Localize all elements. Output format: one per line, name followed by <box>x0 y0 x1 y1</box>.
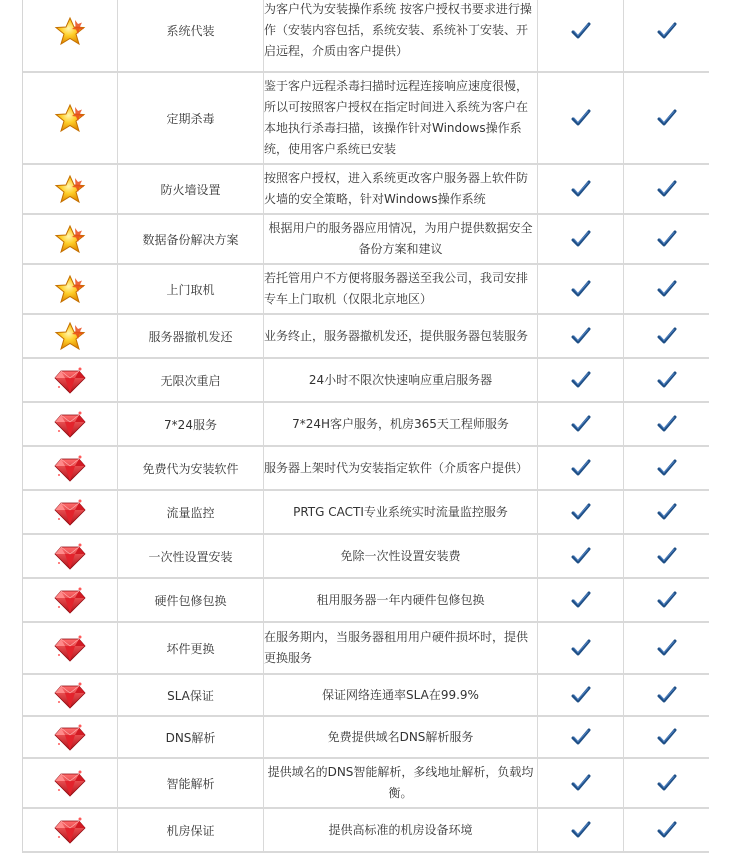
service-name-cell <box>118 579 264 623</box>
red-diamond-icon <box>53 365 87 395</box>
table-row <box>23 623 709 675</box>
plan-2-cell <box>624 535 709 579</box>
table-row <box>23 809 709 853</box>
plan-1-cell <box>538 165 624 215</box>
service-description-cell <box>264 535 538 579</box>
checkmark-icon <box>571 230 591 248</box>
service-description-cell <box>264 675 538 717</box>
plan-1-cell <box>538 675 624 717</box>
red-diamond-icon <box>53 768 87 798</box>
checkmark-icon <box>657 639 677 657</box>
service-name-cell <box>118 535 264 579</box>
service-description: 24小时不限次快速响应重启服务器 <box>308 372 493 387</box>
gold-star-icon <box>53 103 87 133</box>
table-row <box>23 675 709 717</box>
checkmark-icon <box>657 686 677 704</box>
plan-1-cell <box>538 623 624 675</box>
plan-1-cell <box>538 759 624 809</box>
plan-2-cell <box>624 315 709 359</box>
checkmark-icon <box>657 821 677 839</box>
plan-1-cell <box>538 265 624 315</box>
row-icon-cell <box>23 759 118 809</box>
checkmark-icon <box>571 280 591 298</box>
plan-2-cell <box>624 359 709 403</box>
gold-star-icon <box>53 16 87 46</box>
checkmark-icon <box>571 774 591 792</box>
service-name-cell <box>118 759 264 809</box>
service-name-cell <box>118 315 264 359</box>
service-description: 保证网络连通率SLA在99.9% <box>322 687 479 702</box>
plan-2-cell <box>624 579 709 623</box>
service-description-cell <box>264 579 538 623</box>
service-description: 免除一次性设置安装费 <box>340 548 461 563</box>
service-name: 系统代装 <box>166 24 215 38</box>
plan-2-cell <box>624 491 709 535</box>
service-description-cell <box>264 623 538 675</box>
red-diamond-icon <box>53 815 87 845</box>
service-description: 业务终止，服务器撤机发还，提供服务器包装服务 <box>264 328 529 343</box>
service-description-cell <box>264 265 538 315</box>
service-description-cell <box>264 447 538 491</box>
plan-2-cell <box>624 73 709 165</box>
red-diamond-icon <box>53 497 87 527</box>
checkmark-icon <box>657 371 677 389</box>
red-diamond-icon <box>53 680 87 710</box>
row-icon-cell <box>23 359 118 403</box>
plan-1-cell <box>538 403 624 447</box>
checkmark-icon <box>657 109 677 127</box>
service-description: 租用服务器一年内硬件包修包换 <box>316 592 485 607</box>
service-name-cell <box>118 73 264 165</box>
row-icon-cell <box>23 215 118 265</box>
checkmark-icon <box>657 459 677 477</box>
service-name: 定期杀毒 <box>166 111 215 126</box>
service-description-cell <box>264 0 538 73</box>
checkmark-icon <box>657 503 677 521</box>
service-name-cell <box>118 717 264 759</box>
checkmark-icon <box>571 728 591 746</box>
plan-2-cell <box>624 265 709 315</box>
service-name: 流量监控 <box>166 505 215 520</box>
service-table <box>23 0 709 853</box>
table-row <box>23 73 709 165</box>
service-description: 免费提供域名DNS解析服务 <box>327 729 474 744</box>
plan-2-cell <box>624 403 709 447</box>
service-name-cell <box>118 359 264 403</box>
service-name: 数据备份解决方案 <box>142 232 239 247</box>
service-name-cell <box>118 809 264 853</box>
row-icon-cell <box>23 579 118 623</box>
service-table-frame <box>22 0 708 853</box>
service-name: 坏件更换 <box>166 641 215 656</box>
service-description: 提供域名的DNS智能解析，多线地址解析，负载均衡。 <box>267 765 534 800</box>
plan-2-cell <box>624 759 709 809</box>
plan-1-cell <box>538 809 624 853</box>
plan-2-cell <box>624 447 709 491</box>
plan-1-cell <box>538 579 624 623</box>
service-description-cell <box>264 717 538 759</box>
gold-star-icon <box>53 321 87 351</box>
checkmark-icon <box>657 774 677 792</box>
plan-2-cell <box>624 0 709 73</box>
plan-2-cell <box>624 809 709 853</box>
checkmark-icon <box>571 547 591 565</box>
service-description-cell <box>264 491 538 535</box>
service-name-cell <box>118 447 264 491</box>
service-name: SLA保证 <box>167 688 214 703</box>
checkmark-icon <box>571 415 591 433</box>
service-name-cell <box>118 491 264 535</box>
row-icon-cell <box>23 73 118 165</box>
service-name-cell <box>118 675 264 717</box>
table-row <box>23 315 709 359</box>
row-icon-cell <box>23 717 118 759</box>
service-description-cell <box>264 165 538 215</box>
checkmark-icon <box>657 22 677 40</box>
checkmark-icon <box>571 639 591 657</box>
checkmark-icon <box>571 686 591 704</box>
plan-1-cell <box>538 215 624 265</box>
service-description-cell <box>264 759 538 809</box>
table-row <box>23 535 709 579</box>
red-diamond-icon <box>53 585 87 615</box>
service-description: PRTG CACTI专业系统实时流量监控服务 <box>293 504 508 519</box>
plan-2-cell <box>624 675 709 717</box>
checkmark-icon <box>571 180 591 198</box>
service-description-cell <box>264 73 538 165</box>
checkmark-icon <box>657 728 677 746</box>
service-description-cell <box>264 809 538 853</box>
gold-star-icon <box>53 224 87 254</box>
service-description: 根据用户的服务器应用情况，为用户提供数据安全备份方案和建议 <box>268 221 533 256</box>
plan-1-cell <box>538 491 624 535</box>
plan-2-cell <box>624 623 709 675</box>
row-icon-cell <box>23 675 118 717</box>
plan-1-cell <box>538 0 624 73</box>
checkmark-icon <box>657 591 677 609</box>
service-name: 无限次重启 <box>160 373 221 388</box>
service-description-cell <box>264 315 538 359</box>
plan-1-cell <box>538 717 624 759</box>
service-description: 7*24H客户服务，机房365天工程师服务 <box>292 416 509 431</box>
service-name: DNS解析 <box>165 730 216 745</box>
checkmark-icon <box>657 180 677 198</box>
red-diamond-icon <box>53 453 87 483</box>
red-diamond-icon <box>53 722 87 752</box>
table-row <box>23 359 709 403</box>
checkmark-icon <box>571 459 591 477</box>
table-row <box>23 447 709 491</box>
row-icon-cell <box>23 0 118 73</box>
service-name-cell <box>118 623 264 675</box>
service-name-cell <box>118 265 264 315</box>
checkmark-icon <box>571 503 591 521</box>
service-name-cell <box>118 215 264 265</box>
checkmark-icon <box>657 415 677 433</box>
service-name: 服务器撤机发还 <box>148 329 233 344</box>
row-icon-cell <box>23 403 118 447</box>
row-icon-cell <box>23 165 118 215</box>
table-row <box>23 491 709 535</box>
service-description: 鉴于客户远程杀毒扫描时远程连接响应速度很慢，所以可按照客户授权在指定时间进入系统为客户在本地执行杀毒扫描，该操作针对Windows操作系统，使用客户系统已安装 <box>264 79 529 156</box>
service-name: 一次性设置安装 <box>148 549 233 564</box>
gold-star-icon <box>53 274 87 304</box>
row-icon-cell <box>23 623 118 675</box>
gold-star-icon <box>53 174 87 204</box>
service-name: 上门取机 <box>166 282 215 297</box>
plan-1-cell <box>538 447 624 491</box>
service-name: 机房保证 <box>166 823 215 838</box>
table-row <box>23 759 709 809</box>
table-row <box>23 403 709 447</box>
table-row <box>23 165 709 215</box>
row-icon-cell <box>23 265 118 315</box>
service-description: 按照客户授权，进入系统更改客户服务器上软件防火墙的安全策略，针对Windows操作系统 <box>264 171 529 206</box>
service-description-cell <box>264 403 538 447</box>
checkmark-icon <box>571 591 591 609</box>
checkmark-icon <box>571 109 591 127</box>
service-table-body <box>23 0 709 853</box>
plan-2-cell <box>624 165 709 215</box>
table-row <box>23 265 709 315</box>
table-row <box>23 0 709 73</box>
plan-1-cell <box>538 73 624 165</box>
checkmark-icon <box>657 547 677 565</box>
checkmark-icon <box>571 327 591 345</box>
table-row <box>23 215 709 265</box>
table-row <box>23 579 709 623</box>
row-icon-cell <box>23 535 118 579</box>
red-diamond-icon <box>53 633 87 663</box>
service-name-cell <box>118 0 264 73</box>
table-row <box>23 717 709 759</box>
service-name-cell <box>118 403 264 447</box>
checkmark-icon <box>571 371 591 389</box>
checkmark-icon <box>657 280 677 298</box>
plan-1-cell <box>538 535 624 579</box>
checkmark-icon <box>571 22 591 40</box>
plan-1-cell <box>538 359 624 403</box>
red-diamond-icon <box>53 541 87 571</box>
plan-2-cell <box>624 717 709 759</box>
red-diamond-icon <box>53 409 87 439</box>
service-description: 服务器上架时代为安装指定软件（介质客户提供） <box>264 460 529 475</box>
service-description: 提供高标准的机房设备环境 <box>328 822 473 837</box>
service-description: 为客户代为安装操作系统 按客户授权书要求进行操作（安装内容包括，系统安装、系统补丁安装、开启远程，介质由客户提供） <box>264 2 532 58</box>
checkmark-icon <box>657 230 677 248</box>
checkmark-icon <box>571 821 591 839</box>
service-name: 智能解析 <box>166 776 215 791</box>
row-icon-cell <box>23 809 118 853</box>
row-icon-cell <box>23 491 118 535</box>
service-name-cell <box>118 165 264 215</box>
plan-2-cell <box>624 215 709 265</box>
plan-1-cell <box>538 315 624 359</box>
checkmark-icon <box>657 327 677 345</box>
service-name: 免费代为安装软件 <box>142 461 239 476</box>
service-name: 防火墙设置 <box>160 182 221 197</box>
service-name: 7*24服务 <box>164 417 217 432</box>
service-description: 在服务期内，当服务器租用用户硬件损坏时，提供更换服务 <box>264 630 529 665</box>
service-description-cell <box>264 359 538 403</box>
service-description-cell <box>264 215 538 265</box>
row-icon-cell <box>23 315 118 359</box>
service-description: 若托管用户不方便将服务器送至我公司，我司安排专车上门取机（仅限北京地区） <box>264 271 529 306</box>
service-name: 硬件包修包换 <box>154 593 227 608</box>
row-icon-cell <box>23 447 118 491</box>
